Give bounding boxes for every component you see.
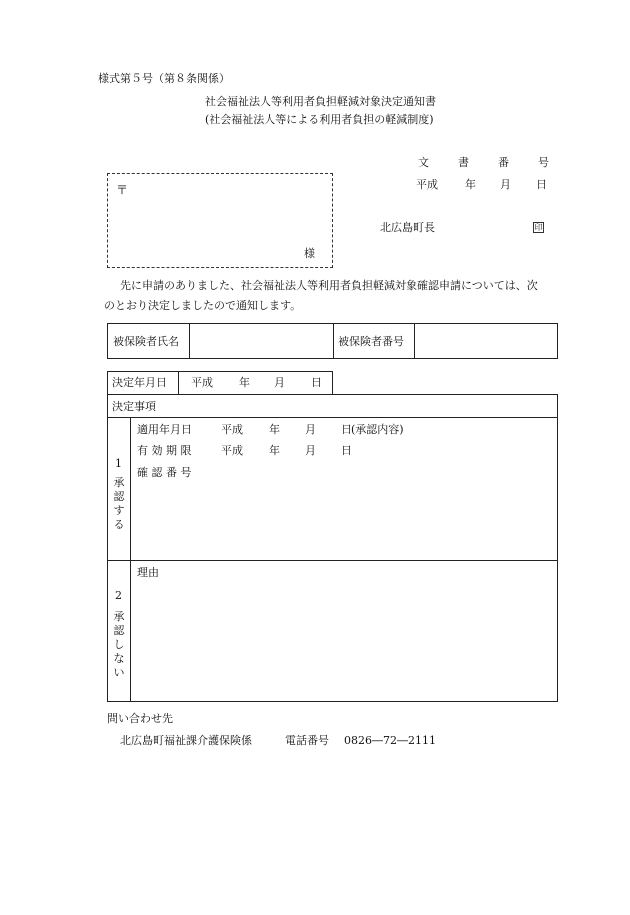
approval-content-label: (承認内容): [351, 423, 404, 436]
insured-number-field[interactable]: [417, 326, 555, 356]
reject-label: 承認しない: [113, 610, 125, 679]
issuer-name: 北広島町長: [380, 221, 435, 234]
reason-label: 理由: [137, 566, 159, 579]
insured-name-field[interactable]: [192, 326, 330, 356]
reject-number: 2: [115, 589, 122, 602]
address-box: [107, 173, 333, 268]
insured-number-label: 被保険者番号: [338, 335, 404, 348]
approve-reject-divider: [107, 560, 558, 561]
expiry-year: 年: [269, 444, 280, 457]
contact-department: 北広島町福祉課介護保険係: [120, 734, 252, 747]
decision-date-month: 月: [274, 376, 285, 389]
postal-mark: 〒: [116, 183, 129, 197]
doc-number-char-4: 号: [538, 156, 549, 169]
body-text-line-2: のとおり決定しましたので通知します。: [104, 299, 302, 312]
doc-number-char-1: 文: [418, 156, 429, 169]
expiry-era: 平成: [221, 444, 243, 457]
reason-field[interactable]: [133, 582, 553, 698]
issue-date-year: 年: [465, 178, 476, 191]
issue-date-month: 月: [500, 178, 511, 191]
decision-date-day: 日: [311, 376, 322, 389]
decision-header-divider: [107, 417, 558, 418]
apply-date-year: 年: [269, 423, 280, 436]
recipient-honorific: 様: [304, 247, 315, 260]
contact-phone: 0826―72―2111: [344, 734, 436, 747]
decision-date-era: 平成: [191, 376, 213, 389]
body-text-line-1: 先に申請のありました、社会福祉法人等利用者負担軽減対象確認申請については、次: [120, 279, 538, 292]
expiry-label: 有 効 期 限: [137, 444, 192, 457]
document-subtitle: (社会福祉法人等による利用者負担の軽減制度): [205, 113, 434, 126]
doc-number-char-3: 番: [498, 156, 509, 169]
table1-divider-2: [333, 323, 334, 359]
table1-divider-1: [189, 323, 190, 359]
decision-date-divider: [178, 371, 179, 395]
doc-number-char-2: 書: [458, 156, 469, 169]
decision-date-label: 決定年月日: [112, 376, 167, 389]
issue-date-day: 日: [536, 178, 547, 191]
expiry-month: 月: [305, 444, 316, 457]
apply-date-label: 適用年月日: [137, 423, 192, 436]
approve-label: 承認する: [113, 476, 125, 531]
apply-date-era: 平成: [221, 423, 243, 436]
contact-phone-label: 電話番号: [285, 734, 329, 747]
table1-divider-3: [414, 323, 415, 359]
apply-date-day: 日: [341, 423, 352, 436]
contact-heading: 問い合わせ先: [107, 712, 173, 725]
confirm-number-label: 確 認 番 号: [137, 466, 192, 479]
insured-name-label: 被保険者氏名: [113, 335, 179, 348]
document-title: 社会福祉法人等利用者負担軽減対象決定通知書: [205, 95, 436, 108]
expiry-day: 日: [341, 444, 352, 457]
decision-date-year: 年: [239, 376, 250, 389]
issue-date-era: 平成: [416, 178, 438, 191]
apply-date-month: 月: [305, 423, 316, 436]
decision-matters-label: 決定事項: [112, 400, 156, 413]
approve-number: 1: [115, 457, 122, 470]
seal-icon: 印: [534, 223, 543, 232]
form-number: 様式第５号（第８条関係）: [98, 72, 230, 85]
